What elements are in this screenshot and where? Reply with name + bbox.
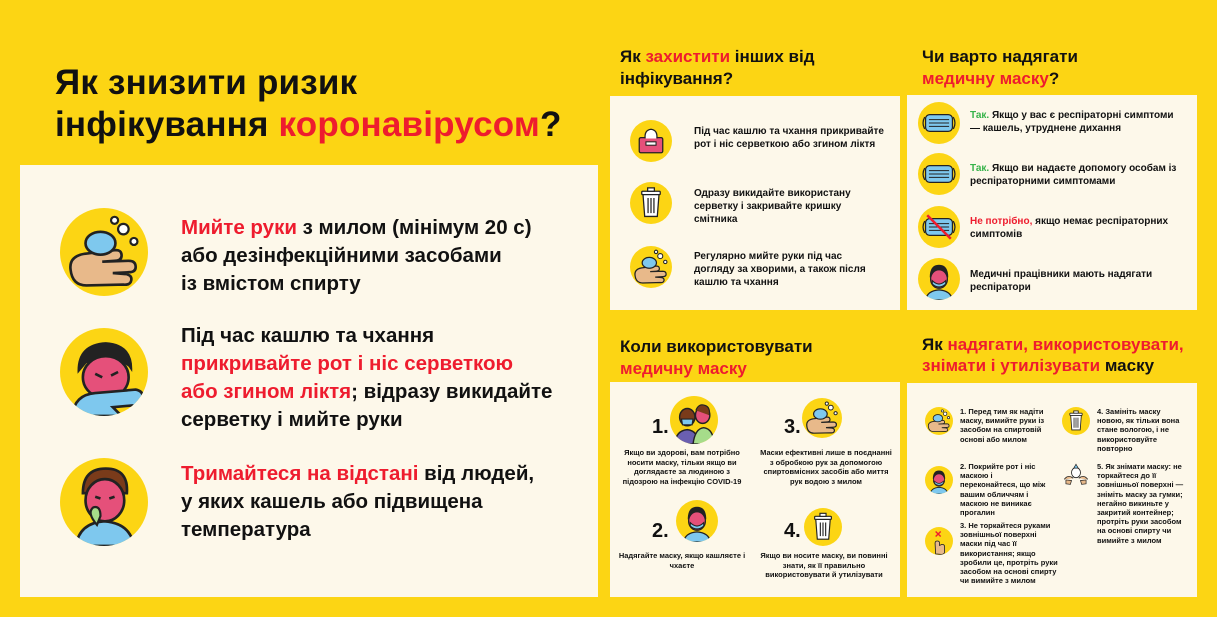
- step-number: 4.: [784, 520, 801, 542]
- tip-cover-mouth: Під час кашлю та чхання прикривайте рот і ніс серветкою або згином ліктя; відразу викидайте серветку і мийте руки: [181, 324, 553, 431]
- step-number: 1.: [652, 416, 669, 438]
- trash-bin-icon: [630, 182, 672, 224]
- protect-item-1: Під час кашлю та чхання прикривайте рот і ніс серветкою або згином ліктя: [694, 126, 884, 150]
- wear-item-1: Так. Якщо у вас є респіраторні симптоми — кашель, утруднене дихання: [970, 110, 1174, 134]
- wear-item-3: Не потрібно, якщо немає респіраторних симптомів: [970, 216, 1169, 240]
- coughing-person-icon: [60, 328, 148, 416]
- protect-others-title: Як захистити інших від інфікування?: [620, 47, 815, 88]
- step-number: 2.: [652, 520, 669, 542]
- when-use-title: Коли використовувати медичну маску: [620, 337, 813, 378]
- crossed-mask-icon: [918, 206, 960, 248]
- mask-icon: [918, 153, 960, 195]
- masked-person-icon: [925, 466, 953, 494]
- pointing-hand-icon: [925, 527, 953, 555]
- howto-step-5: 5. Як знімати маску: не торкайтеся до її зовнішньої поверхні — зніміть маску за гумки; негайно викиньте у закритий контейнер; протріть руки засобом на основі спирту чи вимийте з милом: [1097, 462, 1184, 545]
- mask-icon: [918, 102, 960, 144]
- hand-washing-icon: [802, 398, 842, 438]
- howto-step-2: 2. Покрийте рот і ніс маскою і переконайтеся, що між вашим обличчям і маскою не виникає прогалин: [960, 462, 1046, 518]
- wear-mask-title: Чи варто надягати медичну маску?: [922, 47, 1078, 88]
- trash-bin-icon: [804, 508, 842, 546]
- hand-washing-icon: [630, 246, 672, 288]
- title-line-1: Як знизити ризик: [55, 63, 358, 102]
- removing-mask-icon: [1062, 462, 1090, 490]
- howto-step-3: 3. Не торкайтеся руками зовнішньої поверхні маски під час її використання; якщо зробили це, протріть руки засобом на основі спирту чи вимийте з милом: [960, 521, 1058, 586]
- wear-item-2: Так. Якщо ви надаєте допомогу особам із респіраторними симптомами: [970, 163, 1177, 187]
- protect-item-2: Одразу викидайте використану серветку і закривайте кришку смітника: [694, 188, 851, 225]
- two-people-icon: [670, 396, 718, 444]
- hand-washing-icon: [925, 407, 953, 435]
- protect-item-3: Регулярно мийте руки під час догляду за хворими, а також після кашлю та чхання: [694, 251, 866, 288]
- title-highlight: коронавірусом: [278, 105, 540, 144]
- sick-person-icon: [60, 458, 148, 546]
- medical-worker-icon: [918, 258, 960, 300]
- wear-item-4: Медичні працівники мають надягати респіратори: [970, 269, 1153, 293]
- when-item-2: Надягайте маску, якщо кашляєте і чхаєте: [618, 551, 746, 570]
- when-item-4: Якщо ви носите маску, ви повинні знати, як її правильно використовувати й утилізувати: [760, 551, 888, 579]
- howto-step-1: 1. Перед тим як надіти маску, вимийте руки із засобом на спиртовій основі або милом: [960, 407, 1045, 444]
- page-title: [55, 62, 562, 146]
- title-line-2: інфікування коронавірусом?: [55, 105, 562, 144]
- tip-keep-distance: Тримайтеся на відстані від людей, у яких кашель або підвищена температура: [181, 462, 535, 541]
- step-number: 3.: [784, 416, 801, 438]
- tip-wash-hands: Мийте руки з милом (мінімум 20 с) або дезінфекційними засобами із вмістом спирту: [181, 216, 532, 295]
- howto-step-4: 4. Замініть маску новою, як тільки вона стане вологою, і не використовуйте повторно: [1097, 407, 1180, 453]
- when-item-3: Маски ефективні лише в поєднанні з обробкою рук за допомогою спиртовмісних засобів або миття рук водою з милом: [760, 448, 892, 486]
- tissue-box-icon: [630, 120, 672, 162]
- howto-title: Як надягати, використовувати, знімати і утилізувати маску: [922, 335, 1184, 375]
- when-item-1: Якщо ви здорові, вам потрібно носити маску, тільки якщо ви доглядаєте за людиною з підозрою на інфекцію COVID-19: [622, 448, 742, 486]
- trash-bin-icon: [1062, 407, 1090, 435]
- hand-washing-icon: [60, 208, 148, 296]
- masked-person-icon: [676, 500, 718, 542]
